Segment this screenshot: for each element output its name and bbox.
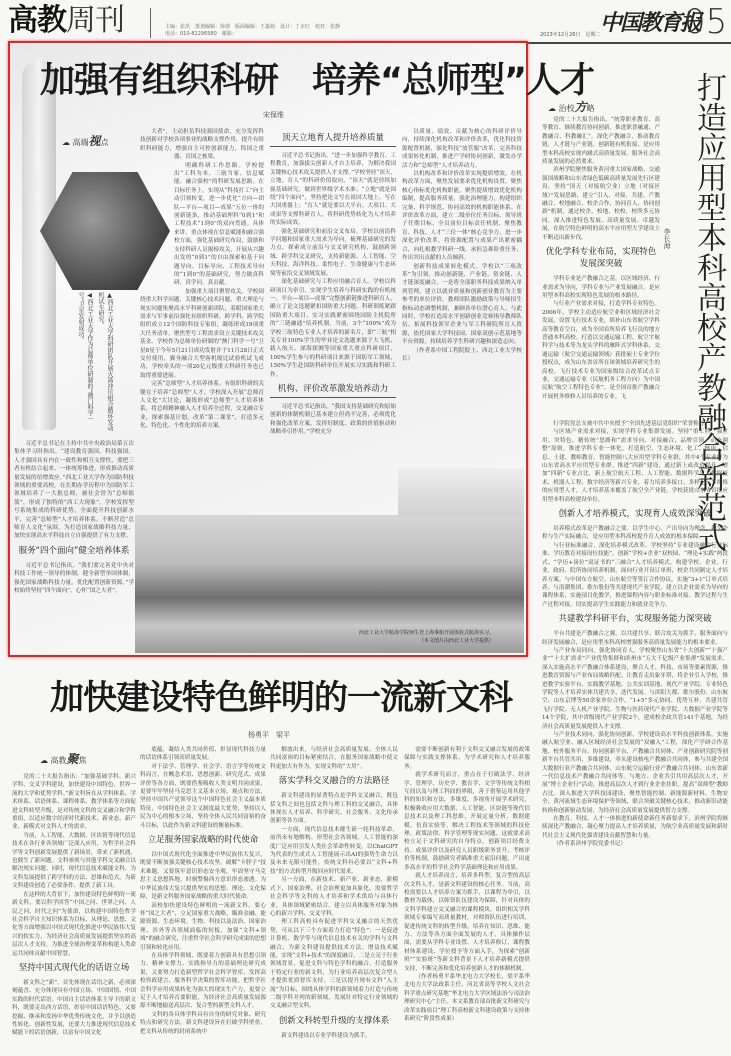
viewpoint-icon: ☁ xyxy=(62,138,70,147)
strategy-icon: ☁ xyxy=(548,104,556,113)
subheading: 机构、评价改革激发培养动力 xyxy=(270,383,396,398)
photo-caption: ◀西北工业大学作为总师单位研制的“澳门科学一号”卫星发射成功。 xyxy=(77,292,93,423)
article-column xyxy=(270,746,398,1053)
paragraph: 创新科技成果转化模式。学校以“三项改革”为引领，推动创新链、产业链、资金链、人才链深度融合。一是将全部职务科技成果纳入单列管理，建立以就业质量和创新创业教育为主要参考的单位评价，教师团队激励政策与导师招生指标动态调整机制，兼顾各单位潜心育人。与此同时，学校打造高水平创新创业竞赛指导教师队伍，拓展科技领军企业与军工科研院所育人资源，依托国家大学科技园、国家双创示范基地等平台资源，持续培养学生科研兴趣和深造志向。 xyxy=(402,263,522,346)
issue-date: 2023年12月26日 星期二 xyxy=(540,32,601,38)
newspaper-logo: 中国教育报 xyxy=(600,10,701,36)
paragraph: 需要不断创新有利于文科交叉融合发展的政策保障与实践支撑体系，为学术研究和人才培养服务。 xyxy=(404,747,530,770)
paragraph: 文科的各具体学科具有自身的研究对象、研究特点和研究方法，新文科建设旨在打破学科壁垒，把文科从传统的封闭系统中 xyxy=(140,1011,266,1035)
subheading: 落实学科交叉融合的方法路径 xyxy=(278,776,390,787)
author-note: （作者系滨州学院党委书记） xyxy=(553,841,626,848)
subheading: 创新人才培养模式，实现育人成效深突破 xyxy=(558,509,712,520)
photo-caption: ▲西北工业大学科研团队开展火箭冲压组合循环发动机试车研究。 xyxy=(97,292,113,431)
article-column xyxy=(270,128,396,512)
article-column xyxy=(402,128,522,470)
paragraph: 与行业产业需求对接，打造学科专业特色。2006年，学校主动适应航空业和区域经济社会发展，设置飞行技术专业，填补山东省航空学科高等教育空白，成为全国首所培养飞行员的地方普通本科高校。打造以交通运输工程、航空宇航科学与技术等为龙头学科的雁阵式学科体系，交通运输（航空交通运输领域）获批硕士专业学位授权点，成为山东省首所在该领域培养研究生的高校。飞行技术专业为国家级综合改革试点专业，交通运输专业（民航机务工程方向）为中国民航“航空工程特色专业”，是全国首批产教融合开展机务维修人员培养的专业。飞 xyxy=(542,301,660,400)
article-author: 宋保维 xyxy=(263,111,284,119)
ship-photo-mast xyxy=(398,468,524,518)
paragraph: 对于法学、管理学、社会学、语言学等传统文科而言，在概念术语、思想创新、研究范式、成果评价等各方面，既要借鉴吸收人类文明共同成果，更要牢牢坚持马克思主义基本立场、观点和方法，坚持中国共产党领导这个中国特色社会主义最本质特征、中国特色社会主义制度最大优势，坚持以人民为中心的根本立场，坚持全体人民共同富裕的奋斗目标，以此作为新文科建设的衡量标准。 xyxy=(140,763,266,829)
paragraph: 在教育、科技、人才一体推进的新使命新任务新要求下，滨州学院将继续深化产教融合，凝心聚力提高人才培养质量，为航空业高质量发展和新时代社会主义现代化强省建设贡献智慧和力量。 xyxy=(542,816,728,839)
article-title: 加强有组织科研 培养“总师型”人才 xyxy=(40,61,595,101)
paragraph: 新文科建设以专业学科建设为抓手， xyxy=(281,1032,371,1039)
paragraph: 新文科之“新”，首先体现在话语之新，必须深刻蕴含、充分体现具有中国立场、中国国情、中国实践的时代话语。中国自主话语体系主导下的新文科，既要走出西方话语，彰显中国话语特色，又要挖掘、继承和发扬中华优秀传统文化，并予以创造性转化、创新性发展，还要大力推进现代信息技术赋能下的话语创新，以富有中国文化 xyxy=(12,979,136,1037)
paragraph: 习近平总书记指出，“我们要完善党中央对科技工作统一领导的体制，健全新型举国体制，强化国家战略科技力量，优化配置创新资源。”学校始终坚持“四个面向”，心怀“国之大者”。 xyxy=(14,562,134,595)
article-column xyxy=(140,746,266,1053)
paragraph: 新文科建设的显著特点是学科交叉融合，既包括文科之间也包括文科与理工科的交叉融合，具体体现在人才培养、科学研究、社会服务、文化传承创新等各方面。 xyxy=(270,793,398,825)
column-tag: ☁ 高端视点 xyxy=(62,134,109,148)
paragraph: 以质量、绩效、贡献为核心的科研评价导向，持续深化机构改革和评价改革，优化科技资源配置机制，强化科技“放管服”改革，完善科技成果转化机制，推进产学研协同创新，激发办学活力和“总师型”人才培养动力。 xyxy=(402,129,522,169)
photo-caption: 西北工业大学航海学院师生登上海事船开展体验式航海实习。 （本文图片由西北工业大学提供） xyxy=(358,630,494,644)
paragraph: 在具体学科领域，既要着力创新具有思想引领力、精神支撑力、实践指导力的基础理论研究成果，又要努力打造新型哲学社会科学智库，发挥高校咨政建言、服务科学决策的智库功能，把哲学社会科学应用成果转化为强大的现实生产力，更要立足于人才培养育要职能，为经济社会高质量发展源源不断地输送高层次、复合型的新型文科人才。 xyxy=(140,952,266,1010)
paragraph: 在这样的大背景下，加快建设特色鲜明的一流新文科，要以科学回答“中国之问、世界之问、人民之问、时代之问”为使命，以构建中国特色哲学社会科学自主知识体系为目标，从理论、思想、文化等方面增强以中国式现代化推进中华民族伟大复兴的软实力，为经济社会高质量发展提供坚实的高层次人才支持，为推进全球治理变革和构建人类命运共同体贡献中国智慧。 xyxy=(12,891,136,957)
paragraph: 就人才培养而言，培养多科型、复合型的高层次文科人才，是新文科建设的核心任务。当前，高校需要以人才培养方案为抓手，以课程为牵引，以教材为载体，以师资队伍建设为保障，针对具体的文科学科建立交叉融合的课程模块，组织相关学科领域专家编写高质量教材，对师资队伍进行培训，促进传统文科的转型升级，培养在知识、思维、能力、方法等各方面全面发展的人才。具体操作层面，需要从学科专业设置、人才培养修订、课程教材体系建设、学位授予等方面入手，为探索“创新班”“实验班”等新文科背景下人才培养新模式提供支持，不断完善和优化培养创新人才的体制机制。 xyxy=(404,873,530,972)
subheading: 优化学科专业布局，实现特色发展深突破 xyxy=(545,247,657,270)
paragraph: 深化基础研究与工程应用融合育人。学校以科研项目为牵引，实现学生培养与科研实践的有机统一。平台—项目—成果“完整创新链推进科研育人，确立了论文选题紧扣国防重大问题、科研训练紧跟国防重大项目、实习实践紧密围绕国防主机院所的“三链融通”培养机制。当前，3个“100%”成为学校三航特色专业人才培养的新名片，即“三航”相关专业100%学生的毕业论文选题来源于大飞机、载人航天、深海探测等国家重大重点科研项目，100%学生参与的科研项目来源于国防军工领域，150%学生赴国防科研单位开展实习实践和科研工作。 xyxy=(270,279,396,378)
paragraph: 习近平总书记在主持中共中央政治局第五次集体学习时指出，“建设教育强国、科技强国、人才强国具有内在一致性和相互支撑性，要把三者有机结合起来、一体统筹推进，形成推动高质量发展的倍增效应。”西北工业大学作为国防科技领域的重要高校，在长期办学历程中为国防军工领域培养了一大批总师，被社会誉为“总师摇篮”，形成了独特的“西工大现象”。学校发挥型号系统集成的科研优势，全面提升科技创新水平，完善“总师型”人才培养体系，不断营造“总师育人文化”氛围，为打造国家战略科技力量、加快实现高水平科技自立自强提供了有力支撑。 xyxy=(14,441,134,540)
paragraph: 高校加快建设特色鲜明的一流新文科，要心怀“国之大者”，立足国家重大战略，瞄准金融、能源资源、生态环境、生物、科技以及法治、国家治理、涉外等各领域面临的短板，加强“文科+领域”的融合研究，注重哲学社会科学研究成果的思想引领和转化应用。 xyxy=(140,902,266,951)
masthead-divider xyxy=(150,8,151,38)
paragraph: 一方面，现代信息技术催生新一轮科技革命，前所未有地解构、形塑社会各领域。人工智能的深度广泛应用引发人类社会革命性转变，以ChatGPT为代表的生成式人工智能展示出AI的强势生命力以及未来无限可能性，传统文科有必要以“文科+科技”的方式转型升级回应时代需求。 xyxy=(270,826,398,875)
article-column xyxy=(140,128,264,512)
paragraph: 解放出来，与经济社会高质量发展、全体人民共同富裕的目标紧密结合，在服务国家战略中使文科更加大有作为，实现文科的“大用”。 xyxy=(270,747,398,770)
column-tag: ☁ 高教聚焦 xyxy=(40,752,87,766)
paragraph: 行学院党总支被中共中央授予“全国先进基层党组织”荣誉称号。 xyxy=(553,421,710,427)
page-number: 05 xyxy=(684,2,728,42)
paragraph: 当前，人工智能、大数据、区块链等现代信息技术在各行业各领域广泛深入应用，为哲学社会科学等文科创新发展提供了新场景，带来了新机遇，也催生了新问题。文科亟须与其他学科交叉融合以解决现实问题。同时，现代信息技术赋能文科，为文科发展提供了跨学科的方法、思维和范式，为新文科建设创造了必要条件、提供了新工具。 xyxy=(12,832,136,890)
paragraph: 强化基础研究和前沿交叉布局。学校以前沿科学问题和国家重大需求为导向，梳理基础研究的发力点，探索成立前沿与交叉研究机构，鼓励跨领域、跨学科交叉研究，支持新能源、人工智能、空天科技、海洋科技、柔性电子、生命健康与生态环境等前沿交叉领域发展。 xyxy=(270,228,396,277)
paragraph: 平台共建是产教融合之翼。以共建共享、联合攻关为抓手，服务面向与经济发展融合，是应用型本科高校增强服务高质量发展能力的根本要求。 xyxy=(542,631,728,646)
article-title: 打造应用型本科高校产教融合新范式 xyxy=(691,72,726,552)
section-masthead: 高教周刊 xyxy=(8,3,124,38)
paragraph: 完善“总师型”人才培养体系。有组织科研的关键在于培养“总师型”人才，学校深入开展“总师育人文化”大讨论，凝练形成“总师型”人才培养体系，将总师精神融入人才培养全过程，交叉融合专业，探索强基计划，改革“第二课堂”，打造多元化、特色化、个性化的培养方案。 xyxy=(140,381,264,430)
paragraph: 学科专业是产教融合之基。以区域经济、行业需求为导向，学科专业与产业发展融合，是应用型本科高校实现特色发展的根本路径。 xyxy=(542,276,660,299)
subheading: 服务“四个面向”健全培养体系 xyxy=(18,545,130,556)
subheading: 创新文科转型升级的支撑体系 xyxy=(278,1015,390,1026)
paragraph: 与区域产业需求对接，实现学科专业集群发展。坚持“重工科、强应用、突特色、精传统”思路和“需求导向、对接融合、品牌引领、动态调整”原则，推进学科专业一体化，打造航空、生态环境、化工、核电、信息、土建、教师教育、智能控制八大应用型学科专业群，其中4个专业群为山东省高水平应用型专业群。推进“四新”建设，通过新上或改造提升，增加“四新”专业占比，新上航空航天工程、人工智能、数据科学与大数据技术、机器人工程、数字经济等新兴专业，着力培养多接口、多样化、多规格的应用型人才，人才培养基本覆盖了航空全产业链。学校获批山东省首批应用型本科高校建设单位。 xyxy=(542,429,728,503)
paragraph: 习近平总书记指出，“我国支持基础研究和原始创新的体制机制已基本建立但尚不完善，必须优化和强化改革方案，发挥好制度、政策的价值驱动和战略牵引作用。”学校充分 xyxy=(270,403,396,436)
subheading: 顶天立地育人提升培养质量 xyxy=(270,132,396,147)
paragraph: 滨州学院聚焦服务黄河重大国家战略、交通强国战略和山东省绿色低碳高质量发展先行区建设，坚持“顶天（对接航空业）立地（对接区域）”发展思路，建立“引入、对接、共建、产教融合、校地融合、校企合作、协同育人、协同创新”机制，通过校企、校地、校校、校所多元协同，深入推进特色发展、高质量发展、卓越发展，在航空特色鲜明的高水平应用型大学建设上不断迈出新步伐。 xyxy=(542,167,660,241)
paragraph: 以机构改革和评价改革实现提质增效。在机构改革方面，聚焦发展要求优化机构设置，聚焦核心指标优化机构职能，聚焦提质增效优化机构编制，提高服务质量，强化治理能力，构建组织完备、科学规范、协同高效的机构职能体系。在评价改革方面，建立二级单位任务目标、领导班子任期目标、全员岗位目标责任机制，聚焦教育、科技、人才“三位一体”核心竞争力，进一步深化评价改革，将资源配置与成果产出紧密耦合，向扎根教学科研一线、承担急难险重任务、作出突出贡献的人员倾斜。 xyxy=(402,171,522,262)
article-author: 李长海 xyxy=(663,228,671,249)
author-note: （作者杨勇平系华北电力大学校长，梁平系华北电力大学法政系主任、河北省高等学校人文社会科学重点研究基地“华北电力大学区域法治与司法治理研究中心”主任。本文系教育部首批新文科研究与改革实践项目“理工科高校新文科建设政策与支持体系研究”阶段性成果） xyxy=(404,973,530,1022)
paragraph: 另一方面，在新技术、新产业、新业态、新模式下，国家治理、社会治理更加具象化，需要哲学社会科学等文科的人才培养和学术供给与具体行业、具体领域紧密结合，建立以具体服务对象为核心的新兴学科、交叉学科。 xyxy=(270,877,398,917)
editorial-credits: 主编：张茁 策划编辑：徐倩 版面编辑：王嘉萌 设计：丁京红 校对：张静 电话：010-82296580 邮箱： xyxy=(165,24,341,37)
article-column xyxy=(14,440,134,650)
paragraph: 与行业标准融合，深化培养模式改革。学校坚持“专业建设融合行业标准、学历教育对接岗位技能”，创新“学校+企业”双校园、“理论+实践”两段式、“学历+岗位”双证书的“三融合”人才培养模式。构建学校、企业、行业、政府、院所协同培养机制，面向行业开设订单班，校企共同制定人才培养方案。与中国东方航空、山东航空等签订合作协议，实施“3+1”订单式培养。与浪潮集团、歌尔股份等共建现代产业学院，建立以企业需求为导向的课程体系，实施项目化教学，推进课程内容与职业标准对接、教学过程与生产过程对接，切实提高学生实践能力和就业竞争力。 xyxy=(542,542,728,608)
paragraph: 培养模式改革是产教融合之要。以学生中心、产出导向为理念，教学全程与生产实际融合，是应用型本科高校提升育人成效的根本保障。 xyxy=(542,526,728,541)
article-column xyxy=(542,420,728,1052)
paragraph: 党的二十大报告指出：“加强基础学科、新兴学科、交叉学科建设，加快建设中国特色、世界一流的大学和优势学科。”新文科旨在从学科体系、学术体系、话语体系、课程体系、教学体系等方面促进文科转型升级，是对传统文科的交叉融合和学科重组，以适应数字经济时代新技术、新业态、新产业、新模式对文科人才的需求。 xyxy=(12,774,136,831)
paragraph: 大者”，主动担负科技强国使命，充分发挥科技创新对学校各项事业的战略支撑作用，提升有组织科研能力，增强自主可控创新能力，铸国之重器、育国之栋梁。 xyxy=(140,129,264,161)
paragraph: 党的二十大报告指出，“统筹职业教育、高等教育、继续教育协同创新，推进职普融通、产教融合、科教融汇”。深化产教融合，推动教育链、人才链与产业链、创新链有机衔接，是应用型本科高校实现内涵式高质量发展、服务社会高质量发展的必然要求。 xyxy=(542,117,660,166)
subheading: 坚持中国式现代化的话语立场 xyxy=(18,962,130,973)
paragraph: 明确科研工作思路。学校提出“工科为本、三航当家、信息赋能、融合强校”的科研发展思路。在目标任务上，实现从“科技打工”向主动引领转变，进一步优化“方向—团队—平台—项目—成果”五位一体的创新链条，推动基础理科“0到1”和工程技术“1到0”的双向贯通。具体来讲，重点体现在信息赋能和融合强校方面，强化基础研究布局，鼓励和支持科研人员揭榜攻关，开展从兴趣出发的“0到1”的自由探索和基于问题导向、目标导向、工程技术导向的“1到0”的基础研究，努力做真科研、真学问、真贡献。 xyxy=(174,162,264,287)
author-note: （作者系中国工程院院士、西北工业大学校长） xyxy=(402,347,522,362)
ship-photo xyxy=(135,515,524,653)
paragraph: 理工科高校具有促进学科交叉融合的天然优势，可从以下三个方面着力打造“特色”：一是促进计算机、数学等与现代信息技术有关的学科与文科融合，为新文科建设提供技术方法、增益技术赋能，实现“文科+技术”的深度融合。二是立足于行业领域背景，促进文科与特色学科的融合，打造服务于特定行业的新文科，为行业培养高层次复合型人才提供优质智库支持。三是以提升现有文科“入主流”为目标，围绕具体学科的新领域着力打造与传统二级学科并列的新领域，发展针对特定行业领域的交叉融合型文科。 xyxy=(270,919,398,1010)
article-author: 杨勇平 梁平 xyxy=(248,731,290,739)
subheading: 共建教学科研平台，实现服务能力深突破 xyxy=(558,614,712,625)
column-tag: ☁ 治校方略 xyxy=(548,100,595,114)
paragraph: 以中国式现代化全面推进中华民族伟大复兴，既要不断加强关键核心技术攻坚，破解“卡脖子”技术难题，又要筑牢意识形态安全观，牢固坚守马克思主义思想阵地，时刻警惕西方意识形态渗透。为中华民族伟大复兴提供坚实的思想、理论、文化保障，是新文科服务国家战略的重大时代使命。 xyxy=(140,852,266,901)
article-column xyxy=(542,116,660,420)
paragraph: 与产业技术同向，强化协同创新。学校建设高水平科技创新体系，实施融入航空业、融入区域经济社会发展的“双融入”工程，深化产学研合作基地、校外服务平台、协同创新平台、产教融合共同体、产业创新研究院等创新平台共管共用，多维建设，牵头建设核电产教融合共同体，参与共建全国大数据行业产教融合共同体、山东航空运输行业产教融合共同体、山东省新一代信息技术产教融合共同体等。与地方、企业共引共用高层次人才，开展“博士企业行”活动，推进高层次人才到行业企业挂职，提高“双师型”教师占比。深入推进大学科技园建设，聚焦智能控制、新能源新材料、生物安全、黄河流域生态环境保护等领域，联合突破关键核心技术，推动新旧动能转换和创新驱动发展，为经济社会高质量发展提供智力支撑。 xyxy=(542,732,728,814)
subheading: 立足服务国家战略的时代使命 xyxy=(147,835,259,846)
paragraph: 加强重大项目聚智攻关。学校围绕重大科学问题、关键核心技术问题、重大理论与现实问题集聚高水平科研创新团队，着眼国家重大需求与军事前沿强化有组织科研，跨学科、跨学院组织成立12个国防科技专家组，凝练形成19项重大任务清单，聚焦型号工程需求设立关键技术攻关基金。学校作为总师单位研制的“澳门科学一号”卫星8星于今年5月21日成功发射并于11月28日正式交付使用，翼身融合大型客机缩比试验机试飞成功，学校牵头的一项20亿元级重大科研任务也已取得重要进展。 xyxy=(140,288,264,379)
paragraph: 就学术研究而言，重点在于打破法学、经济学、管理学、历史学、教育学、文学等传统文科相互间以及与理工科间的界限，善于借鉴运用其他学科的知识和方法，多维度、多视角开展学术研究，积极吸收应用大数据、人工智能、区块链等现代信息技术以及理工科思维，开展定量分析、数据建模、仿真实验等，解决工程技术等领域的科技伦理、政策法律、科学管理等现实问题。这就要求高校立足于文科研究的自身特点，创新项目经费支持、成果评价以及研究人员职级职务晋升、考核评价等机制，鼓励研究者瞄准重大前沿问题，产出更多高水平的哲学社会科学基础理论和应用成果。 xyxy=(404,772,530,871)
paragraph: 与产业布局同向，强化协同育人。学校聚焦山东省“十大创新”“十强产业”“十大扩需求”产业优势集群和滨州市“五大千亿级产业集群”发展需求，深入实施高水平产教融合体系建设，聚合人才、科技、市场等要素资源，推进教育资源与产业布局战略匹配。让教育走出象牙塔，将企业引入学校，推进教学实验平台、实践教学基地、公共实训基地、现代产业学院、专业特色学院等人才培养实体共建共享、迭代发展。与滨阳大都、歌尔股份、山东航空、山东京博等50余家单位合作，“1+5”多元协同、优势互补，共建共管飞行学院、无人机产业学院、生物与医药现代产业学院、大数据产业学院等14个学院，其中省级现代产业学院2个，建成校企政共管141个基地，为经济社会高质量发展提供人才支撑。 xyxy=(542,647,728,730)
paragraph: 底蕴、凝结人类共同价值、彰显现代科技力量的话语体系引领高质量发展。 xyxy=(140,747,266,762)
paragraph: 习近平总书记指出，“进一步加强科学教育、工程教育，加强拔尖创新人才自主培养，为解决我国关键核心技术攻关提供人才支撑。”学校坚持“顶天、立地、育人”的科研价值取向，“顶天”就是持续加强基础研究，做到世界级学术水准；“立地”就是围绕“四个面向”，坚持把论文写在祖国大地上、写在大国重器上；“育人”就是要以大平台、大项目、大成果等支撑科研育人，将科研优势转化为人才培养的实际成效。 xyxy=(270,153,396,227)
article-title: 加快建设特色鲜明的一流新文科 xyxy=(50,678,512,718)
article-column xyxy=(404,746,530,1053)
article-column xyxy=(12,773,136,1053)
focus-icon: ☁ xyxy=(40,756,48,765)
